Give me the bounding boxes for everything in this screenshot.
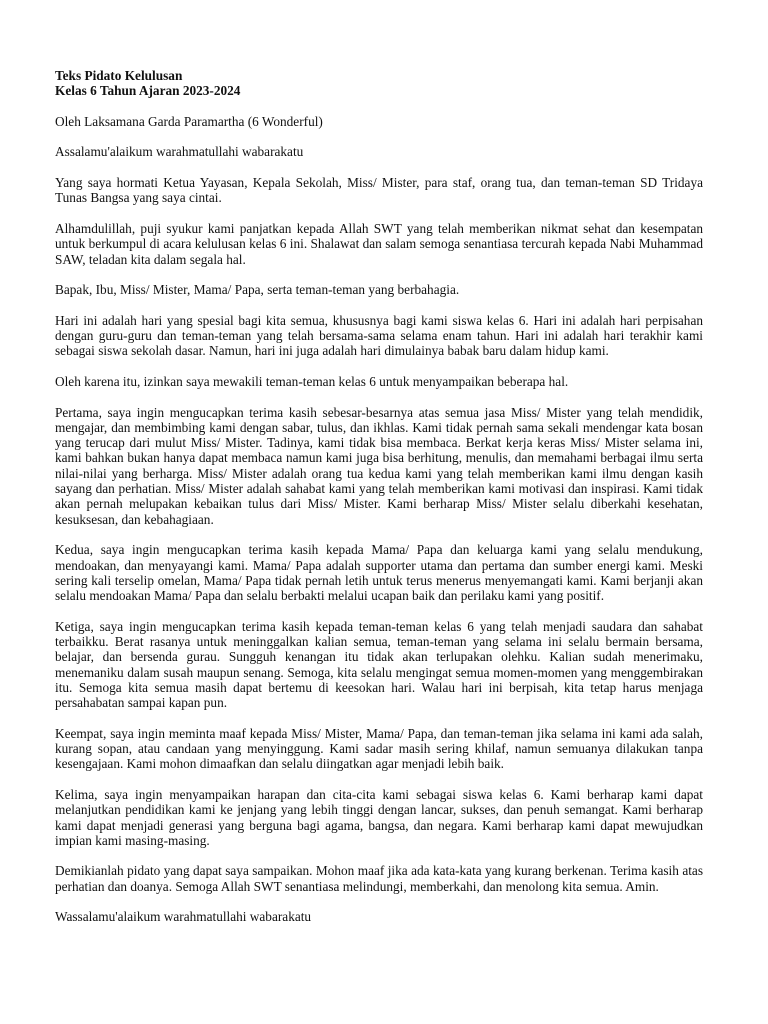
- paragraph-audience: Bapak, Ibu, Miss/ Mister, Mama/ Papa, serta teman-teman yang berbahagia.: [55, 282, 460, 298]
- paragraph-second: Kedua, saya ingin mengucapkan terima kasih kepada Mama/ Papa dan keluarga kami yang selalu mendukung, mendoakan, dan menyayangi kami. Mama/ Papa adalah supporter utama dan pertama dan sumber energi kami. Meski sering kali terselip omelan, Mama/ Papa tidak pernah letih untuk terus menerus menyemangati kami. Kami berjanji akan selalu mendoakan Mama/ Papa dan selalu berbakti melalui ucapan baik dan perilaku kami yang positif.: [55, 542, 703, 604]
- closing-greeting: Wassalamu'alaikum warahmatullahi wabarakatu: [55, 909, 312, 925]
- author-line: Oleh Laksamana Garda Paramartha (6 Wonderful): [55, 113, 323, 129]
- paragraph-third: Ketiga, saya ingin mengucapkan terima kasih kepada teman-teman kelas 6 yang telah menjadi saudara dan sahabat terbaikku. Berat rasanya untuk meninggalkan kalian semua, teman-teman yang selama ini selalu bermain bersama, belajar, dan bersenda gurau. Sungguh kenangan itu tidak akan terlupakan olehku. Kalian sudah menerimaku, menemaniku dalam susah maupun senang. Semoga, kita selalu mengingat semua momen-momen yang menggembirakan itu. Semoga kita semua masih dapat bertemu di keesokan hari. Walau hari ini berpisah, kita tetap harus menjaga persahabatan sampai kapan pun.: [55, 618, 703, 711]
- paragraph-fifth: Kelima, saya ingin menyampaikan harapan dan cita-cita kami sebagai siswa kelas 6. Kami berharap kami dapat melanjutkan pendidikan kami ke jenjang yang lebih tinggi dengan lancar, sukses, dan penuh semangat. Kami berharap kami dapat menjadi generasi yang berguna bagi agama, bangsa, dan negara. Kami berharap kami dapat mewujudkan impian kami masing-masing.: [55, 786, 703, 848]
- paragraph-closing: Demikianlah pidato yang dapat saya sampaikan. Mohon maaf jika ada kata-kata yang kurang berkenan. Terima kasih atas perhatian dan doanya. Semoga Allah SWT senantiasa melindungi, memberkahi, dan menolong kita semua. Amin.: [55, 863, 703, 894]
- paragraph-fourth: Keempat, saya ingin meminta maaf kepada Miss/ Mister, Mama/ Papa, dan teman-teman jika selama ini kami ada salah, kurang sopan, atau candaan yang menyinggung. Kami sadar masih sering khilaf, namun semuanya dilakukan tanpa kesengajaan. Kami mohon dimaafkan dan selalu diingatkan agar menjadi lebih baik.: [55, 725, 703, 772]
- paragraph-first: Pertama, saya ingin mengucapkan terima kasih sebesar-besarnya atas semua jasa Miss/ Mister yang telah mendidik, mengajar, dan membimbing kami dengan sabar, tulus, dan ikhlas. Kami tidak pernah sama sekali mendengar kata bosan yang terucap dari mulut Miss/ Mister. Tadinya, kami tidak bisa membaca. Berkat kerja keras Miss/ Mister selama ini, kami bahkan bukan hanya dapat membaca namun kami juga bisa berhitung, menulis, dan memahami berbagai ilmu serta nilai-nilai yang berharga. Miss/ Mister adalah orang tua kedua kami yang telah memberikan kami ilmu dengan kasih sayang dan perhatian. Miss/ Mister adalah sahabat kami yang telah memberikan kami motivasi dan inspirasi. Kami tidak akan pernah melupakan kebaikan tulus dari Miss/ Mister. Kami berharap Miss/ Mister selalu diberkahi kesehatan, kesuksesan, dan kebahagiaan.: [55, 404, 703, 527]
- paragraph-special-day: Hari ini adalah hari yang spesial bagi kita semua, khususnya bagi kami siswa kelas 6. Hari ini adalah hari perpisahan dengan guru-guru dan teman-teman yang telah bersama-sama selama enam tahun. Hari ini adalah hari terakhir kami sebagai siswa sekolah dasar. Namun, hari ini juga adalah hari dimulainya babak baru dalam hidup kami.: [55, 312, 703, 359]
- title-block: [55, 68, 703, 99]
- paragraph-gratitude: Alhamdulillah, puji syukur kami panjatkan kepada Allah SWT yang telah memberikan nikmat sehat dan kesempatan untuk berkumpul di acara kelulusan kelas 6 ini. Shalawat dan salam semoga senantiasa tercurah kepada Nabi Muhammad SAW, teladan kita dalam segala hal.: [55, 220, 703, 267]
- document-page: [55, 68, 703, 940]
- paragraph-introduction: Oleh karena itu, izinkan saya mewakili teman-teman kelas 6 untuk menyampaikan beberapa hal.: [55, 373, 569, 389]
- document-subtitle: Kelas 6 Tahun Ajaran 2023-2024: [55, 83, 241, 99]
- document-title: Teks Pidato Kelulusan: [55, 68, 183, 83]
- paragraph-salutation: Yang saya hormati Ketua Yayasan, Kepala Sekolah, Miss/ Mister, para staf, orang tua, dan teman-teman SD Tridaya Tunas Bangsa yang saya cintai.: [55, 175, 703, 206]
- opening-greeting: Assalamu'alaikum warahmatullahi wabarakatu: [55, 144, 304, 160]
